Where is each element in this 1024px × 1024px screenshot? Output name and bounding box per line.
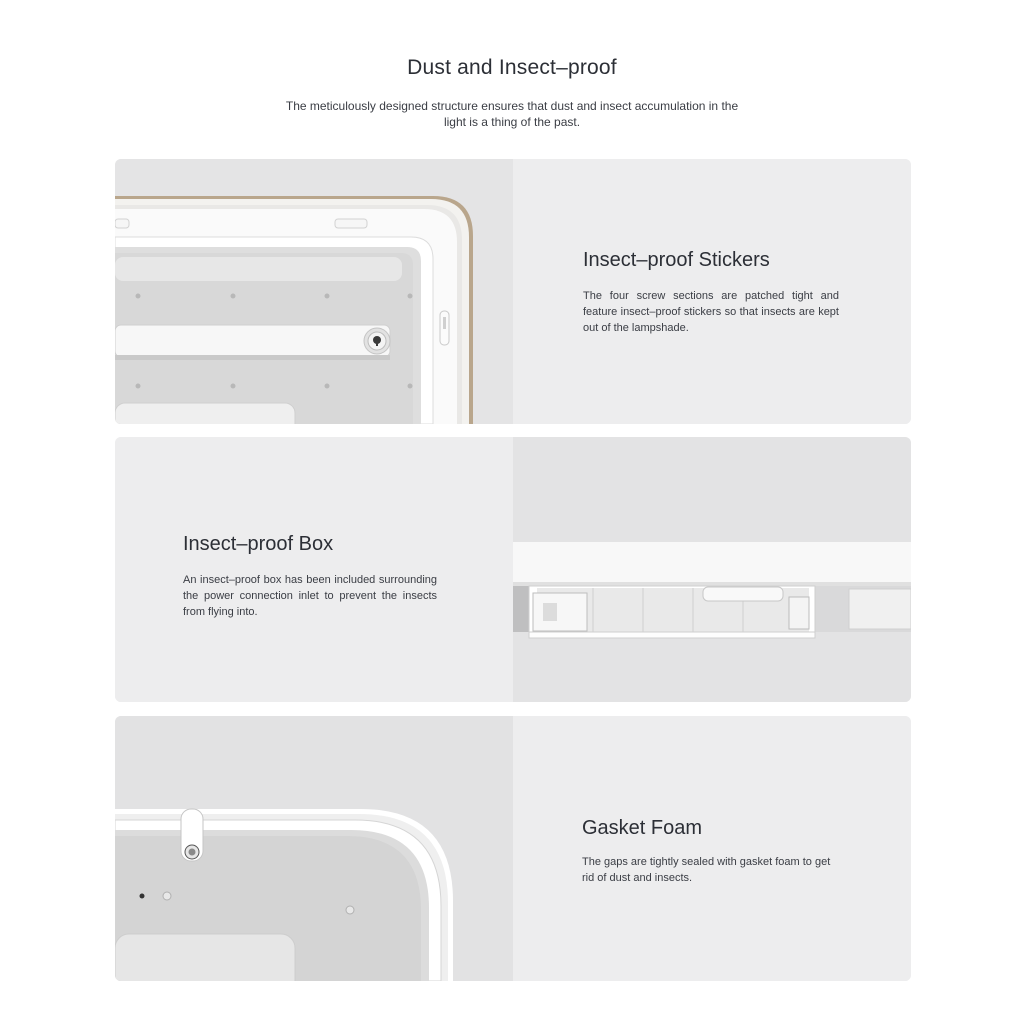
box-product-image [513, 437, 911, 702]
box-text-panel [115, 437, 513, 702]
feature-title: Insect–proof Box [183, 533, 334, 555]
feature-title: Gasket Foam [582, 817, 703, 839]
stickers-product-image [115, 159, 513, 424]
feature-card-insect-proof-stickers [115, 159, 911, 424]
page-subtitle: The meticulously designed structure ensures that dust and insect accumulation in the light is a thing of the past. [285, 99, 739, 129]
feature-description: The four screw sections are patched tight and feature insect–proof stickers so that insects are kept out of the lampshade. [583, 290, 839, 334]
gasket-product-image [115, 716, 513, 981]
stickers-text-panel [513, 159, 911, 424]
feature-card-gasket-foam [115, 716, 911, 981]
feature-title: Insect–proof Stickers [583, 249, 770, 271]
page-title: Dust and Insect–proof [407, 56, 617, 79]
gasket-text-panel [513, 716, 911, 981]
feature-card-insect-proof-box [115, 437, 911, 702]
feature-description: The gaps are tightly sealed with gasket foam to get rid of dust and insects. [582, 856, 831, 884]
feature-description: An insect–proof box has been included surrounding the power connection inlet to prevent the insects from flying into. [183, 574, 437, 618]
